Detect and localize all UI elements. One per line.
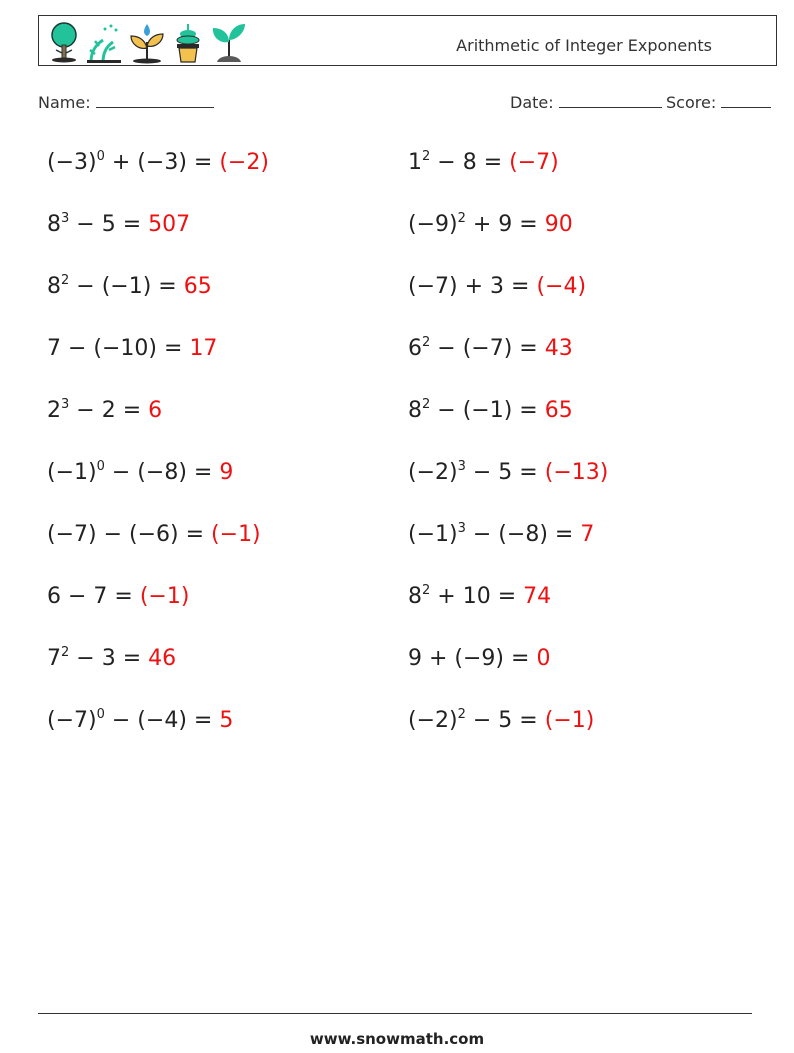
problem-13: [47, 524, 261, 546]
problem-answer: (−4): [536, 274, 587, 299]
footer-divider: [38, 1013, 752, 1014]
problem-2: [408, 149, 559, 175]
problem-answer: 43: [544, 336, 573, 361]
name-field[interactable]: [38, 93, 214, 112]
problem-answer: 17: [189, 336, 218, 361]
problem-answer: 507: [148, 212, 191, 237]
problem-20: [408, 707, 595, 733]
problem-3: [47, 211, 191, 237]
problem-base: 8: [47, 212, 61, 237]
worksheet-title: Arithmetic of Integer Exponents: [456, 36, 712, 55]
problem-exponent: 3: [457, 521, 466, 536]
problem-exponent: 2: [457, 707, 466, 722]
problem-operation: − 2 =: [69, 398, 149, 423]
problem-base: 7: [47, 646, 61, 671]
problem-exponent: 2: [61, 645, 70, 660]
problem-answer: 7: [580, 522, 595, 547]
problem-exponent: 3: [61, 211, 70, 226]
problem-base: (−2): [408, 460, 458, 485]
problem-8: [408, 335, 573, 361]
problem-exponent: 0: [96, 707, 105, 722]
problem-base: (−3): [47, 150, 97, 175]
problem-12: [408, 459, 609, 485]
problem-answer: 90: [544, 212, 573, 237]
problem-exponent: 3: [61, 397, 70, 412]
problem-base: 9 + (−9) =: [408, 646, 537, 671]
problem-base: 6 − 7 =: [47, 584, 140, 609]
problem-exponent: 2: [422, 335, 431, 350]
seedling-icon: [209, 20, 249, 64]
problem-answer: (−1): [139, 584, 190, 609]
problem-answer: 46: [148, 646, 177, 671]
problem-exponent: 0: [96, 149, 105, 164]
problem-operation: − 3 =: [69, 646, 149, 671]
problem-operation: − (−1) =: [69, 274, 184, 299]
problem-base: (−1): [408, 522, 458, 547]
problem-19: [47, 707, 234, 733]
problem-answer: 65: [183, 274, 212, 299]
problem-answer: (−13): [544, 460, 609, 485]
problem-answer: 65: [544, 398, 573, 423]
problem-base: (−2): [408, 708, 458, 733]
problem-operation: − (−1) =: [430, 398, 545, 423]
problem-answer: 9: [219, 460, 234, 485]
problem-exponent: 2: [457, 211, 466, 226]
problem-exponent: 2: [422, 149, 431, 164]
problem-answer: 0: [536, 646, 551, 671]
problem-exponent: 2: [422, 397, 431, 412]
problem-answer: (−1): [211, 522, 261, 547]
problem-1: [47, 149, 269, 175]
problem-exponent: 3: [457, 459, 466, 474]
score-field[interactable]: [666, 93, 771, 112]
problem-exponent: 0: [96, 459, 105, 474]
problem-operation: + 9 =: [465, 212, 545, 237]
problem-answer: (−2): [219, 150, 269, 175]
problem-base: (−7) − (−6) =: [47, 522, 212, 547]
problem-15: [47, 586, 189, 608]
watering-plant-icon: [85, 20, 123, 64]
problem-4: [408, 211, 573, 237]
problem-exponent: 2: [422, 583, 431, 598]
problem-base: 2: [47, 398, 61, 423]
problem-6: [408, 276, 586, 298]
problem-base: 7 − (−10) =: [47, 336, 190, 361]
date-blank[interactable]: [559, 93, 662, 108]
problem-base: 6: [408, 336, 422, 361]
problem-base: (−7) + 3 =: [408, 274, 537, 299]
problem-answer: (−1): [544, 708, 595, 733]
name-label: Name:: [38, 93, 91, 112]
potted-plant-icon: [171, 20, 205, 64]
problem-operation: − 5 =: [69, 212, 149, 237]
date-label: Date:: [510, 93, 554, 112]
problem-operation: − (−8) =: [465, 522, 581, 547]
problem-base: (−7): [47, 708, 97, 733]
problem-answer: 5: [219, 708, 234, 733]
date-field[interactable]: [510, 93, 662, 112]
tree-icon: [47, 20, 81, 64]
problem-7: [47, 338, 217, 360]
problem-answer: 6: [148, 398, 163, 423]
problem-operation: − 5 =: [465, 708, 545, 733]
problem-base: 8: [408, 398, 422, 423]
problem-base: 1: [408, 150, 422, 175]
problem-operation: + (−3) =: [104, 150, 220, 175]
problem-base: (−9): [408, 212, 458, 237]
header-box: [38, 15, 777, 66]
footer-url: www.snowmath.com: [309, 1030, 485, 1048]
problem-answer: 74: [523, 584, 552, 609]
problem-16: [408, 583, 552, 609]
icon-strip: [47, 20, 249, 64]
problem-base: (−1): [47, 460, 97, 485]
problem-10: [408, 397, 573, 423]
problem-operation: − 5 =: [465, 460, 545, 485]
name-blank[interactable]: [96, 93, 214, 108]
problem-17: [47, 645, 177, 671]
problem-answer: (−7): [509, 150, 559, 175]
problem-18: [408, 648, 550, 670]
problem-base: 8: [47, 274, 61, 299]
problem-5: [47, 273, 212, 299]
problem-operation: − (−8) =: [104, 460, 220, 485]
score-blank[interactable]: [721, 93, 771, 108]
problem-base: 8: [408, 584, 422, 609]
problem-14: [408, 521, 595, 547]
problem-9: [47, 397, 163, 423]
problem-operation: − (−7) =: [430, 336, 545, 361]
sprout-leaves-icon: [127, 20, 167, 64]
problem-operation: − 8 =: [430, 150, 510, 175]
problem-11: [47, 459, 234, 485]
score-label: Score:: [666, 93, 717, 112]
problem-exponent: 2: [61, 273, 70, 288]
problem-operation: + 10 =: [430, 584, 524, 609]
problem-operation: − (−4) =: [104, 708, 220, 733]
